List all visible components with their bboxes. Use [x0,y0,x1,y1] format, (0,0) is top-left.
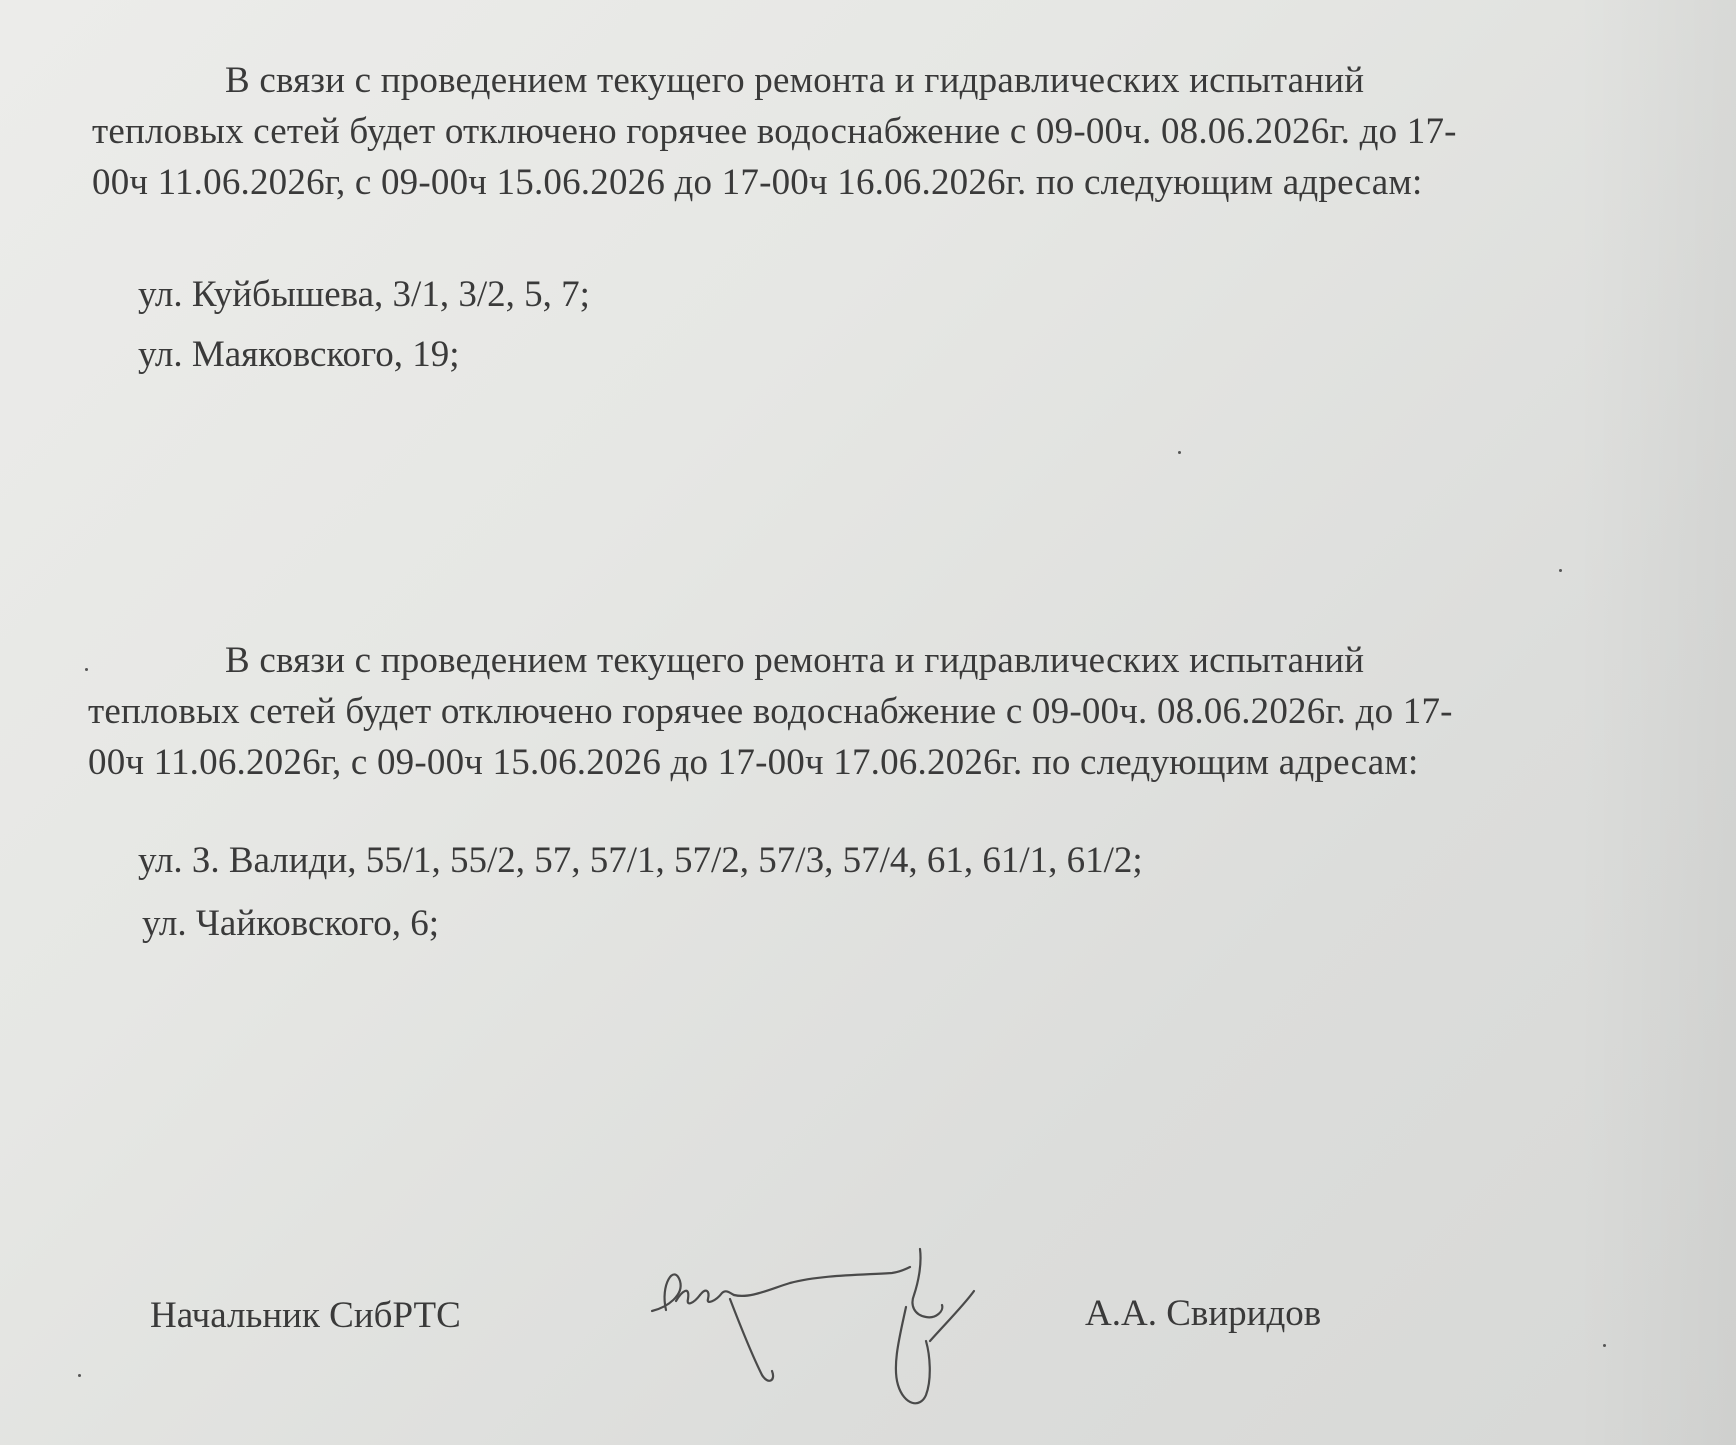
paper-speck [85,668,88,671]
page-shadow [1576,0,1736,1445]
signatory-name: А.А. Свиридов [1085,1293,1322,1334]
notice-2-address-2: ул. Чайковского, 6; [142,903,440,944]
notice-1-line-3: 00ч 11.06.2026г, с 09-00ч 15.06.2026 до 17-00ч 16.06.2026г. по следующим адресам: [92,162,1423,203]
signatory-position: Начальник СибРТС [150,1295,461,1336]
notice-1-line-1: В связи с проведением текущего ремонта и гидравлических испытаний [225,60,1365,101]
notice-1-address-1: ул. Куйбышева, 3/1, 3/2, 5, 7; [138,274,590,315]
signature-image [630,1245,1050,1425]
notice-1-line-2: тепловых сетей будет отключено горячее водоснабжение с 09-00ч. 08.06.2026г. до 17- [92,111,1457,152]
paper-speck [1603,1344,1606,1347]
notice-2-line-1: В связи с проведением текущего ремонта и гидравлических испытаний [225,640,1365,681]
notice-2-address-1: ул. З. Валиди, 55/1, 55/2, 57, 57/1, 57/2, 57/3, 57/4, 61, 61/1, 61/2; [138,840,1143,881]
notice-1-address-2: ул. Маяковского, 19; [138,334,460,375]
notice-2-paragraph [88,635,1453,788]
paper-speck [1178,451,1181,454]
notice-2-line-2: тепловых сетей будет отключено горячее водоснабжение с 09-00ч. 08.06.2026г. до 17- [88,691,1453,732]
notice-1-paragraph [92,55,1457,208]
paper-speck [78,1374,81,1377]
paper-speck [1559,569,1562,572]
notice-2-line-3: 00ч 11.06.2026г, с 09-00ч 15.06.2026 до 17-00ч 17.06.2026г. по следующим адресам: [88,742,1419,783]
